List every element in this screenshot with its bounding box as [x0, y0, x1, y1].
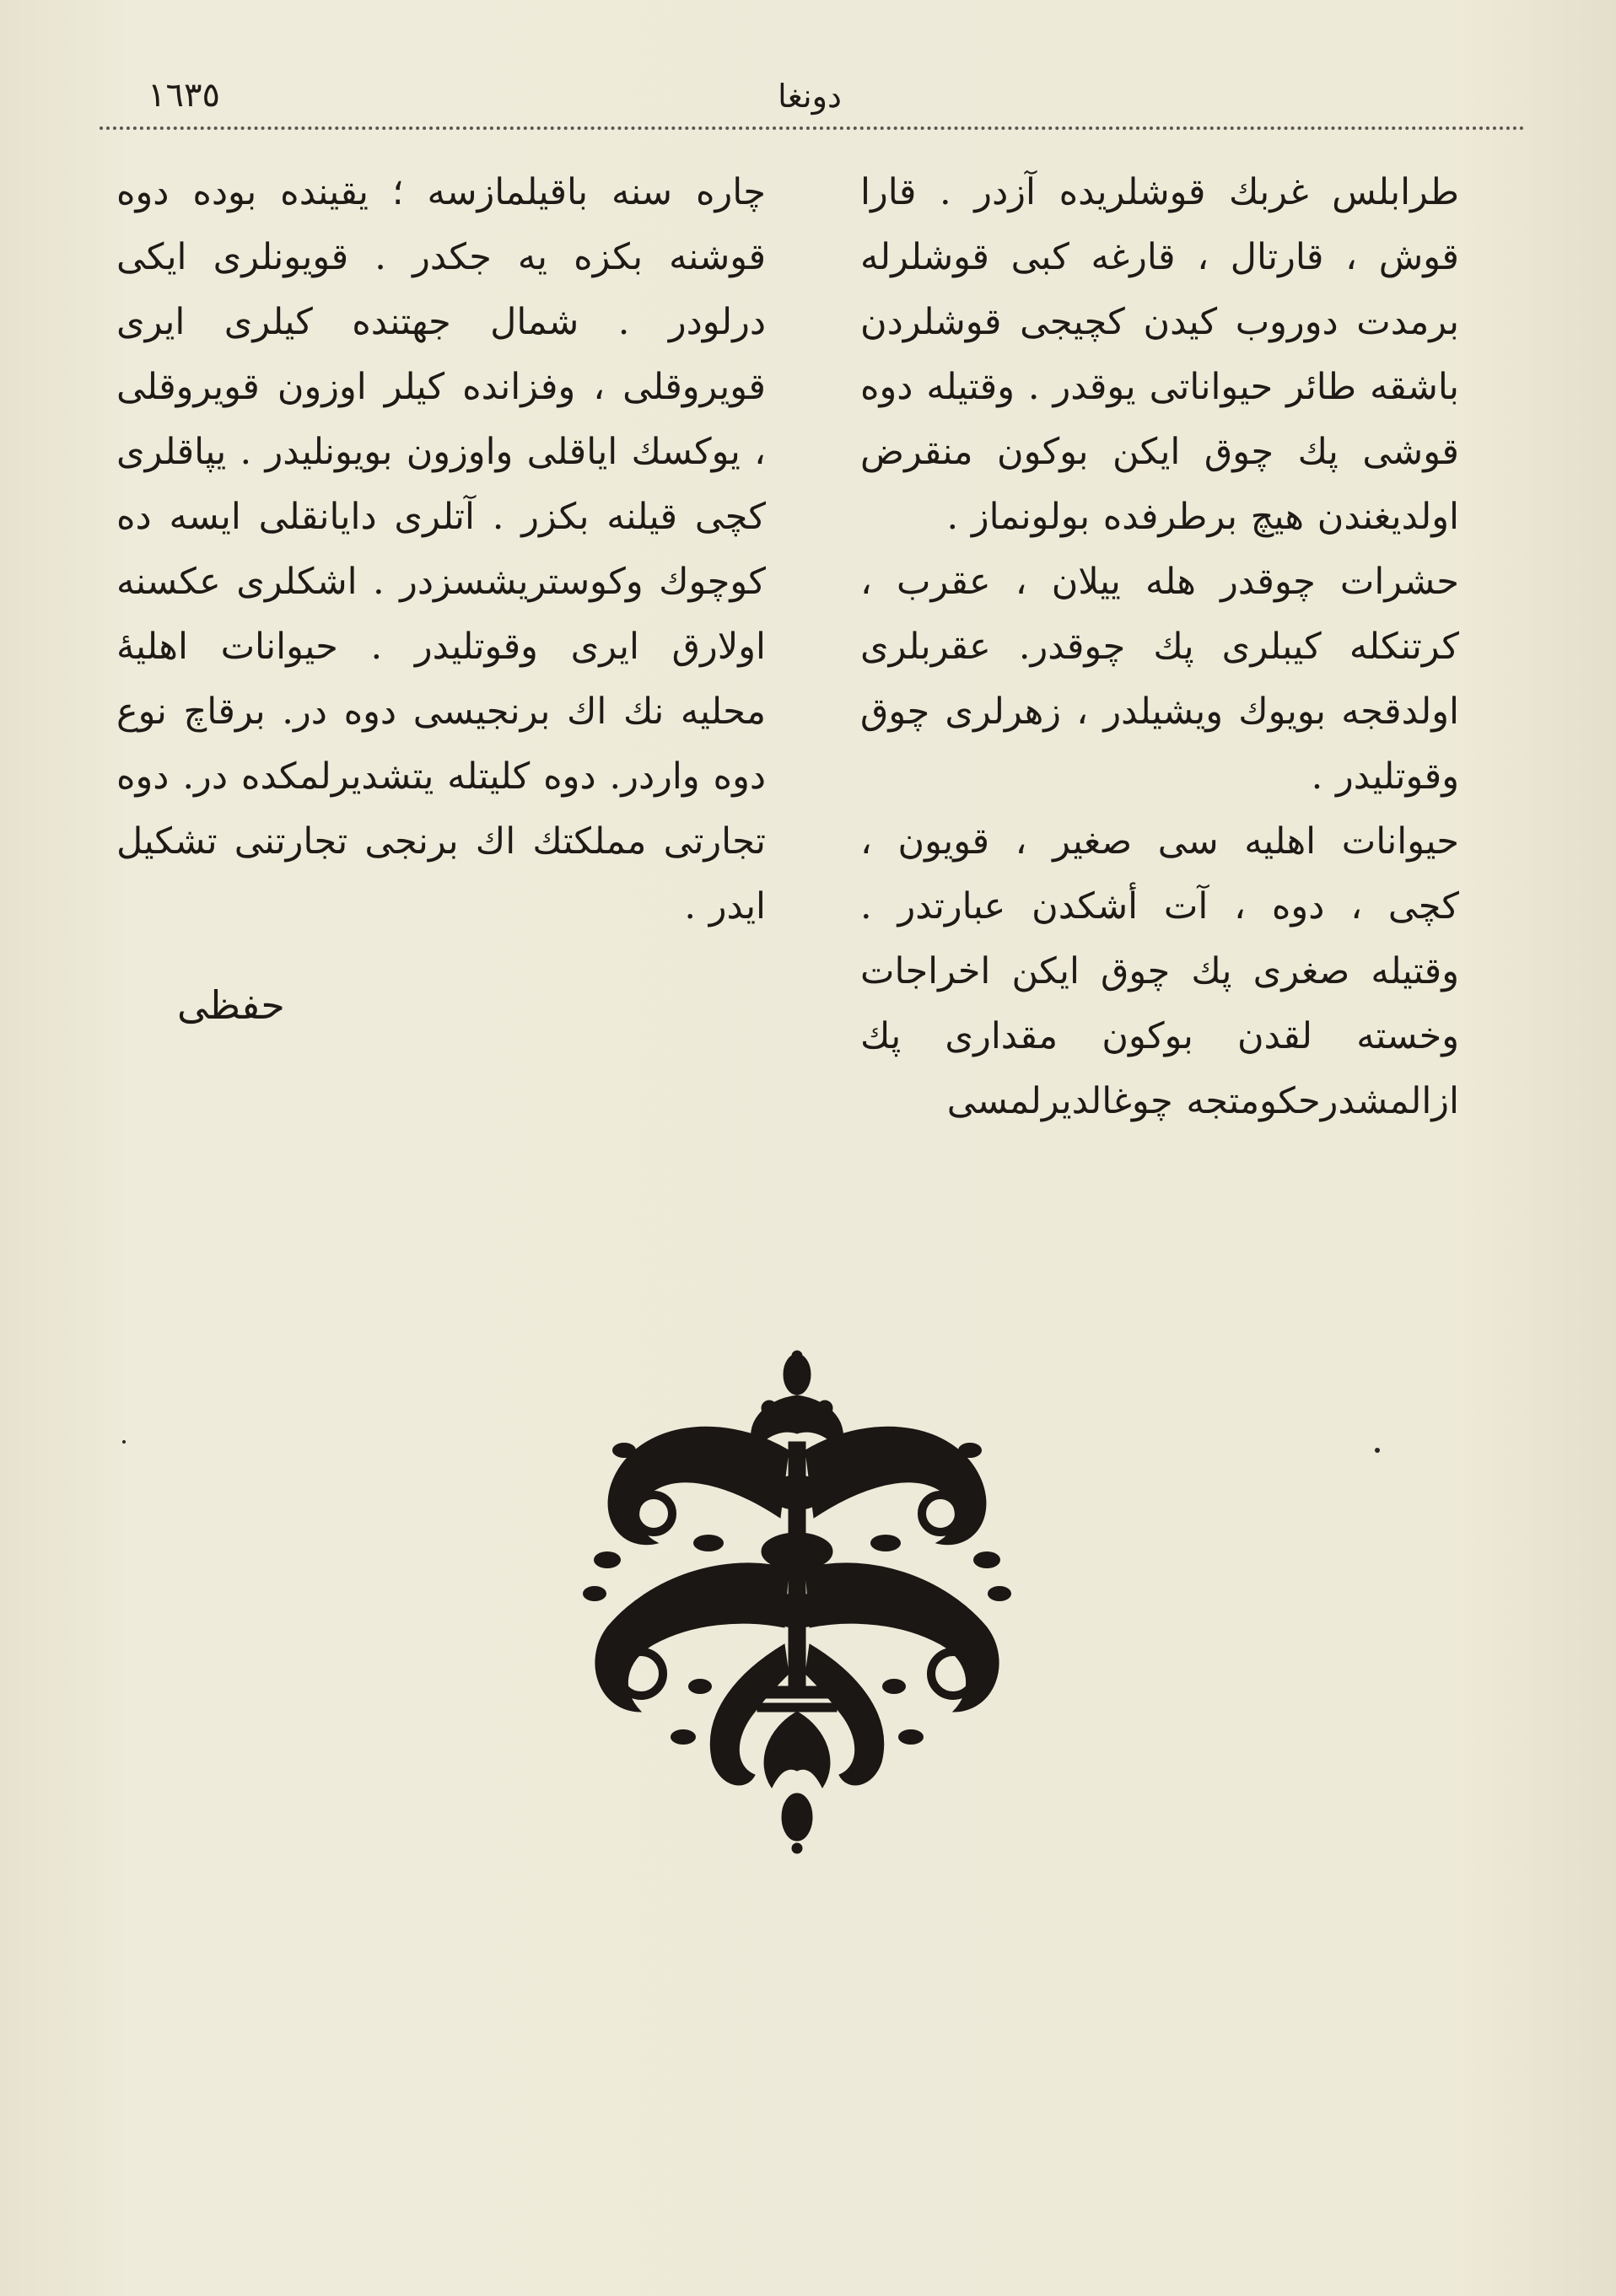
- page-number: ١٦٣٥: [148, 76, 220, 115]
- floral-fleuron-ornament-icon: [574, 1349, 1021, 1855]
- paragraph: حشرات چوقدر هله ييلان ، عقرب ، كرتنكله كيبلرى پك چوقدر. عقربلرى اولدقجه بويوك ويشيلدر ، زهرلرى چوق وقوتليدر .: [860, 561, 1459, 798]
- author-signature: حفظى: [177, 982, 285, 1028]
- ink-speck: [1375, 1448, 1380, 1453]
- ink-speck: [122, 1440, 126, 1444]
- paragraph: چاره سنه باقيلمازسه ؛ يقينده بوده دوه قوشنه بكزه يه جكدر . قويونلرى ايكى درلودر . شمال جهتنده كيلرى ايرى قويروقلى ، وفزانده كيلر اوزون قويروقلى ، يوكسك اياقلى واوزون بويونليدر . يپاقلرى كچى قيلنه بكزر . آتلرى دايانقلى ايسه ده كوچوك وكوستريشسزدر . اشكلرى عكسنه اولارق ايرى وقوتليدر . حيوانات اهليۀ محليه نك اك برنجيسى دوه در. برقاچ نوع دوه واردر. دوه كليتله يتشديرلمكده در. دوه تجارتى مملكتك اك برنجى تجارتنى تشكيل ايدر .: [116, 171, 766, 928]
- paragraph: حيوانات اهليه سى صغير ، قويون ، كچى ، دوه ، آت أشكدن عبارتدر . وقتيله صغرى پك چوق ايكن اخراجات وخسته لقدن بوكون مقدارى پك ازالمشدرحكومتجه چوغالديرلمسى: [860, 820, 1459, 1122]
- right-text-column: [860, 160, 1459, 1134]
- paragraph: طرابلس غربك قوشلريده آزدر . قارا قوش ، قارتال ، قارغه كبى قوشلرله برمدت دوروب كيدن كچيجى قوشلردن باشقه طائر حيواناتى يوقدر . وقتيله دوه قوشى پك چوق ايكن بوكون منقرض اولديغندن هيچ برطرفده بولونماز .: [860, 171, 1459, 538]
- running-title: دونغا: [778, 78, 842, 115]
- header-dotted-rule: [100, 126, 1525, 130]
- left-text-column: [116, 160, 766, 939]
